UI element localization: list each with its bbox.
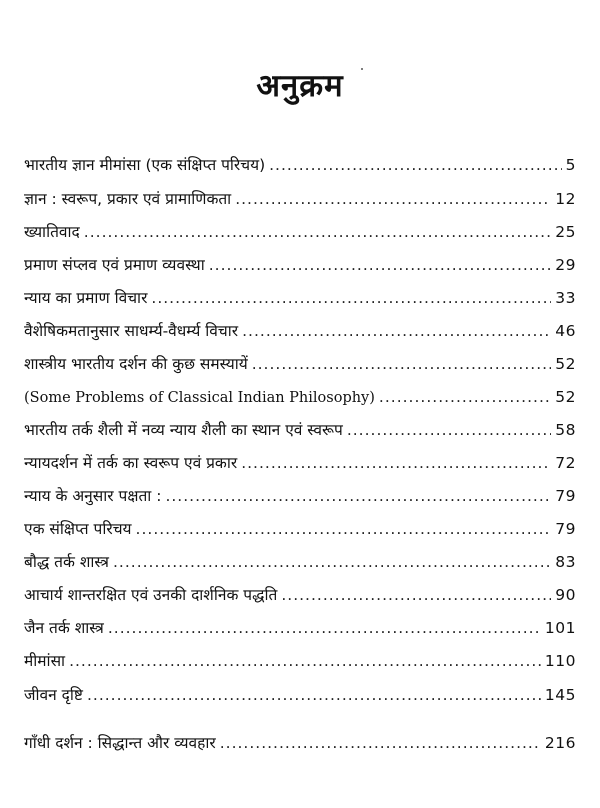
toc-entry [24,415,576,445]
dot-leader [108,613,541,643]
toc-entry-page: 12 [555,190,576,208]
dot-leader [209,250,552,280]
toc-entry-title: जैन तर्क शास्त्र [24,619,104,637]
toc-entry-title: भारतीय ज्ञान मीमांसा (एक संक्षिप्त परिचय) [24,156,266,174]
toc-entry-title: शास्त्रीय भारतीय दर्शन की कुछ समस्यायें [24,355,248,373]
dot-leader [242,316,551,346]
dot-leader [379,382,551,412]
toc-entry-title: गाँधी दर्शन : सिद्धान्त और व्यवहार [24,734,216,752]
toc-entry-page: 79 [555,520,576,538]
dot-leader [151,283,551,313]
dot-leader [235,184,551,214]
toc-entry-title: जीवन दृष्टि [24,686,83,704]
toc-entry-title: (Some Problems of Classical Indian Philosophy) [24,390,375,406]
toc-entry [24,349,576,379]
page-title: अनुक्रम [256,68,344,104]
toc-entry-title: न्यायदर्शन में तर्क का स्वरूप एवं प्रकार [24,454,238,472]
toc-entry [24,382,576,412]
toc-entry-page: 58 [555,421,576,439]
toc-entry-title: एक संक्षिप्त परिचय [24,520,132,538]
toc-entry-page: 46 [555,322,576,340]
toc-entry [24,646,576,676]
dot-leader [269,150,562,180]
dot-leader [87,680,541,710]
toc-entry-page: 29 [555,256,576,274]
toc-entry [24,217,576,247]
toc-entry-title: भारतीय तर्क शैली में नव्य न्याय शैली का स्थान एवं स्वरूप [24,421,343,439]
toc-entry-page: 52 [555,355,576,373]
toc-entry [24,514,576,544]
print-speck [361,68,363,70]
toc-entry-page: 101 [544,619,576,637]
toc-entry [24,613,576,643]
toc-entry-title: प्रमाण संप्लव एवं प्रमाण व्यवस्था [24,256,205,274]
toc-entry-page: 145 [544,686,576,704]
toc-entry [24,728,576,758]
toc-entry-title: न्याय का प्रमाण विचार [24,289,148,307]
dot-leader [220,728,541,758]
toc-entry-title: ज्ञान : स्वरूप, प्रकार एवं प्रामाणिकता [24,190,232,208]
dot-leader [165,481,551,511]
toc-entry [24,150,576,180]
toc-entry [24,547,576,577]
toc-entry [24,250,576,280]
toc-entry [24,448,576,478]
toc-entry-page: 25 [555,223,576,241]
toc-entry-page: 79 [555,487,576,505]
toc-entry [24,316,576,346]
toc-entry-page: 90 [555,586,576,604]
toc-entry [24,283,576,313]
dot-leader [281,580,551,610]
dot-leader [347,415,551,445]
dot-leader [252,349,552,379]
toc-entry-page: 33 [555,289,576,307]
dot-leader [113,547,551,577]
dot-leader [69,646,541,676]
dot-leader [241,448,551,478]
toc-entry-title: आचार्य शान्तरक्षित एवं उनकी दार्शनिक पद्धति [24,586,278,604]
dot-leader [136,514,552,544]
dot-leader [84,217,551,247]
toc-entry-page: 110 [544,652,576,670]
toc-entry [24,680,576,710]
toc-entry-page: 5 [565,156,576,174]
toc-entry-title: वैशेषिकमतानुसार साधर्म्य-वैधर्म्य विचार [24,322,239,340]
toc-entry-title: मीमांसा [24,652,66,670]
toc-entry-page: 216 [544,734,576,752]
toc-entry-title: बौद्ध तर्क शास्त्र [24,553,109,571]
toc-entry-title: न्याय के अनुसार पक्षता : [24,487,162,505]
toc-entry [24,184,576,214]
toc-entry-page: 52 [555,388,576,406]
toc-entry [24,481,576,511]
toc-entry-page: 72 [555,454,576,472]
toc-entry-page: 83 [555,553,576,571]
toc-entry-title: ख्यातिवाद [24,223,80,241]
toc-entry [24,580,576,610]
